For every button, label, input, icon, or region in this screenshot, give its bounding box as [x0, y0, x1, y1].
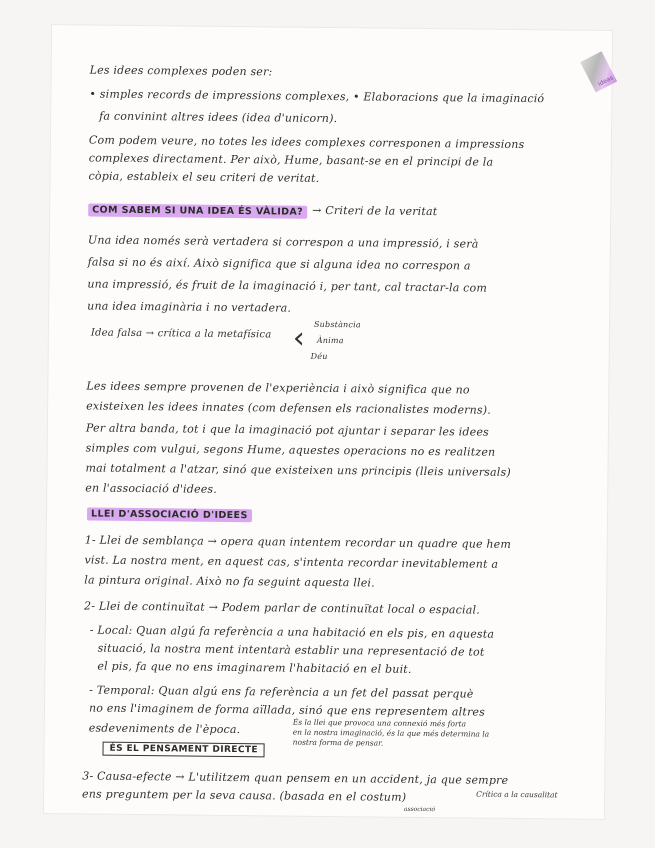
text-line: còpia, estableix el seu criteri de veritat.	[88, 169, 320, 185]
text-line: • simples records de impressions complexes, • Elaboracions que la imaginació	[89, 87, 545, 106]
text-line: una impressió, és fruit de la imaginació i, per tant, cal tractar-la com	[87, 277, 488, 295]
section-heading-validity: COM SABEM SI UNA IDEA ÉS VÀLIDA?	[88, 203, 307, 218]
text-line: complexes directament. Per això, Hume, basant-se en el principi de la	[88, 151, 494, 169]
text-line: Una idea només serà vertadera si correspon a una impressió, i serà	[87, 233, 479, 251]
text-line: no ens l'imaginem de forma aïllada, sinó que ens representem altres	[88, 701, 486, 719]
text-line: el pis, fa que no ens imaginarem l'habitació en el buit.	[97, 659, 412, 676]
metaphysics-line: Idea falsa → crítica a la metafísica	[90, 327, 272, 341]
sticky-tab	[580, 51, 617, 92]
text-line: 3- Causa-efecte → L'utilitzem quan pensem en un accident, ja que sempre	[82, 769, 509, 787]
side-note-line: nostra forma de pensar.	[292, 737, 384, 748]
direct-thought-box: ÉS EL PENSAMENT DIRECTE	[102, 742, 265, 758]
brace-icon: ‹	[292, 320, 306, 356]
text-line: Les idees sempre provenen de l'experiència i això significa que no	[86, 379, 470, 397]
text-line: Les idees complexes poden ser:	[89, 63, 273, 79]
text-line: existeixen les idees innates (com defensen els racionalistes moderns).	[86, 399, 492, 417]
metaphysics-item: Substància	[313, 319, 361, 330]
side-note	[293, 718, 490, 750]
text-line: 1- Llei de semblança → opera quan intentem recordar un quadre que hem	[84, 533, 512, 551]
side-note-line: en la nostra imaginació, és la que més determina la	[292, 727, 490, 739]
text-line: en l'associació d'idees.	[85, 481, 218, 496]
text-line: - Local: Quan algú fa referència a una habitació en els pis, en aquesta	[89, 623, 495, 641]
text-line: simples com vulgui, segons Hume, aquestes operacions no es realitzen	[85, 441, 496, 459]
side-note-line: És la llei que provoca una connexió més forta	[292, 717, 467, 729]
text-line: Per altra banda, tot i que la imaginació pot ajuntar i separar les idees	[85, 421, 490, 439]
notebook-page	[44, 25, 615, 819]
text-line: esdeveniments de l'època.	[88, 721, 241, 737]
text-line: 2- Llei de continuïtat → Podem parlar de continuïtat local o espacial.	[83, 599, 480, 617]
critique-note: Crítica a la causalitat	[476, 789, 558, 800]
text-line: la pintura original. Això no fa seguint aquesta llei.	[84, 573, 375, 590]
text-line: falsa si no és així. Això significa que si alguna idea no correspon a	[87, 255, 471, 273]
text-line: mai totalment a l'atzar, sinó que existeixen uns principis (lleis universals)	[85, 461, 511, 479]
association-note: associació	[403, 805, 436, 814]
sticky-tab-label: ideas	[597, 74, 615, 88]
text-line: ens preguntem per la seva causa. (basada en el costum)	[82, 787, 407, 804]
metaphysics-item: Déu	[310, 351, 328, 361]
heading-annotation: → Criteri de la veritat	[312, 203, 438, 219]
text-line: situació, la nostra ment intentarà establir una representació de tot	[97, 641, 485, 659]
text-line: Com podem veure, no totes les idees complexes corresponen a impressions	[88, 133, 525, 152]
text-line: - Temporal: Quan algú ens fa referència a un fet del passat perquè	[89, 683, 474, 701]
metaphysics-item: Ànima	[316, 335, 344, 346]
section-heading-association: LLEI D'ASSOCIACIÓ D'IDEES	[87, 507, 252, 522]
text-line: fa convinint altres idees (idea d'unicorn).	[99, 109, 338, 126]
text-line: una idea imaginària i no vertadera.	[87, 299, 292, 315]
text-line: vist. La nostra ment, en aquest cas, s'intenta recordar inevitablement a	[84, 553, 499, 571]
